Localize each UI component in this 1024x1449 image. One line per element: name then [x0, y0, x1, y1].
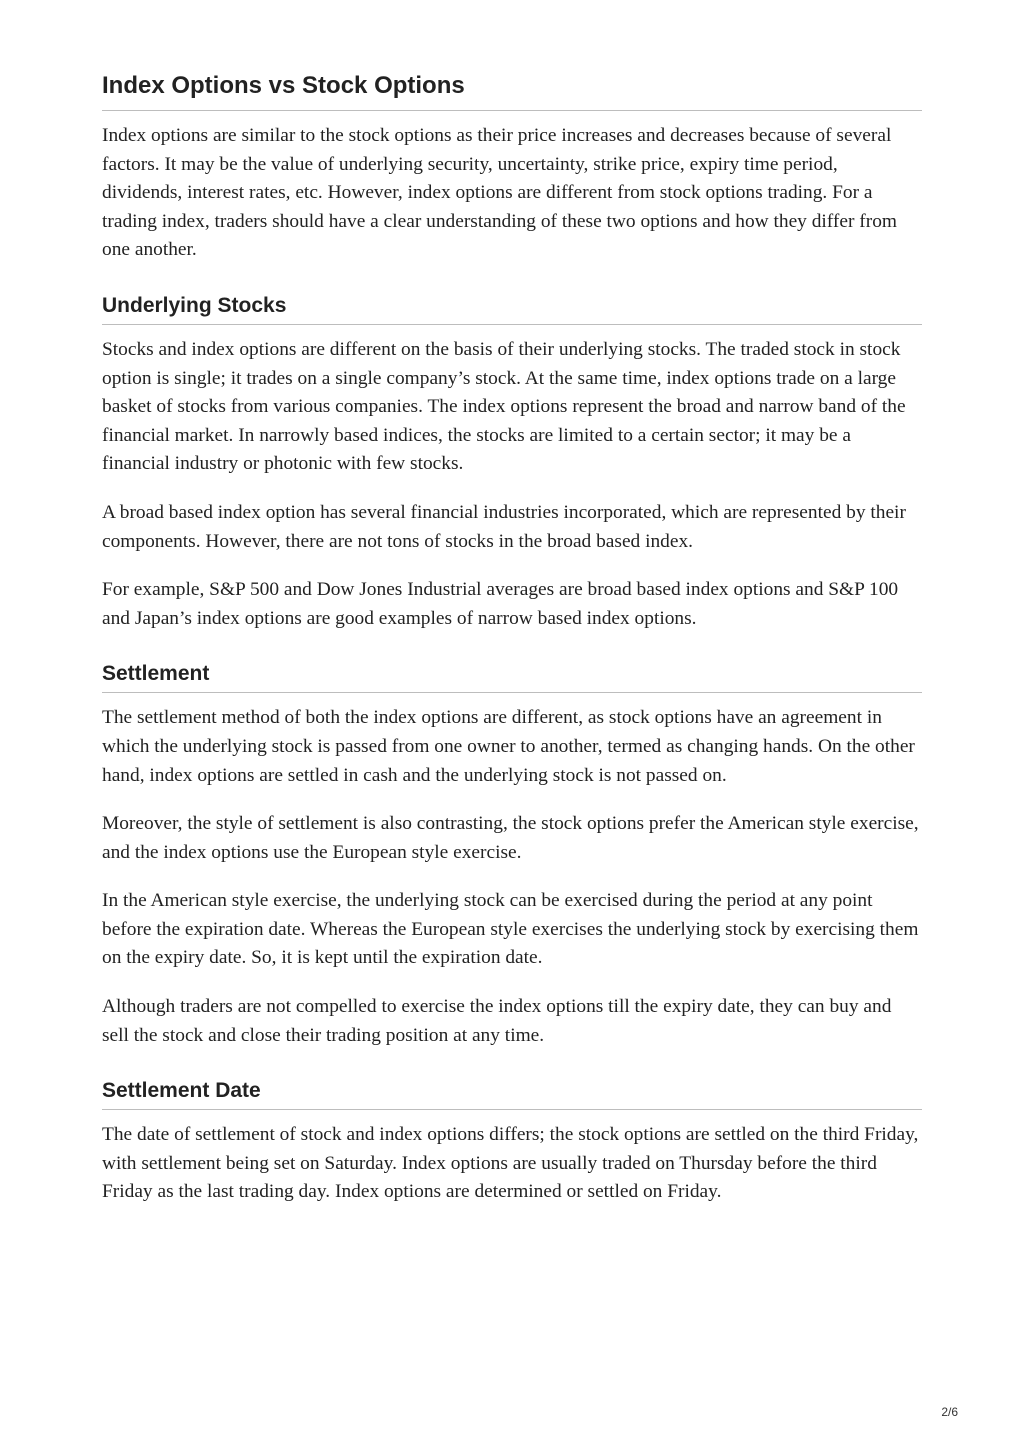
page-number: 2/6 — [941, 1405, 958, 1419]
paragraph: Stocks and index options are different on the basis of their underlying stocks. The traded stock in stock option is single; it trades on a single company’s stock. At the same time, index options trade on a large basket of stocks from various companies. The index options represent the broad and narrow band of the financial market. In narrowly based indices, the stocks are limited to a certain sector; it may be a financial industry or photonic with few stocks. — [102, 338, 906, 475]
section-heading-underlying-stocks: Underlying Stocks — [102, 292, 922, 325]
paragraph: In the American style exercise, the underlying stock can be exercised during the period at any point before the expiration date. Whereas the European style exercises the underlying stock by exercising them on the expiry date. So, it is kept until the expiration date. — [102, 890, 919, 969]
paragraph: Although traders are not compelled to exercise the index options till the expiry date, they can buy and sell the stock and close their trading position at any time. — [102, 996, 892, 1046]
section-heading-settlement-date: Settlement Date — [102, 1077, 922, 1110]
page-title: Index Options vs Stock Options — [102, 70, 922, 111]
paragraph: The date of settlement of stock and index options differs; the stock options are settled on the third Friday, with settlement being set on Saturday. Index options are usually traded on Thursday before the third Friday as the last trading day. Index options are determined or settled on Friday. — [102, 1124, 919, 1203]
article-body — [102, 70, 922, 1207]
paragraph: The settlement method of both the index options are different, as stock options have an agreement in which the underlying stock is passed from one owner to another, termed as changing hands. On the other hand, index options are settled in cash and the underlying stock is not passed on. — [102, 707, 915, 786]
paragraph: For example, S&P 500 and Dow Jones Industrial averages are broad based index options and S&P 100 and Japan’s index options are good examples of narrow based index options. — [102, 579, 899, 629]
paragraph: Moreover, the style of settlement is also contrasting, the stock options prefer the American style exercise, and the index options use the European style exercise. — [102, 813, 919, 863]
section-heading-settlement: Settlement — [102, 660, 922, 693]
intro-paragraph: Index options are similar to the stock options as their price increases and decreases because of several factors. It may be the value of underlying security, uncertainty, strike price, expiry time period, dividends, interest rates, etc. However, index options are different from stock options trading. For a trading index, traders should have a clear understanding of these two options and how they differ from one another. — [102, 125, 897, 261]
paragraph: A broad based index option has several financial industries incorporated, which are represented by their components. However, there are not tons of stocks in the broad based index. — [102, 501, 906, 552]
